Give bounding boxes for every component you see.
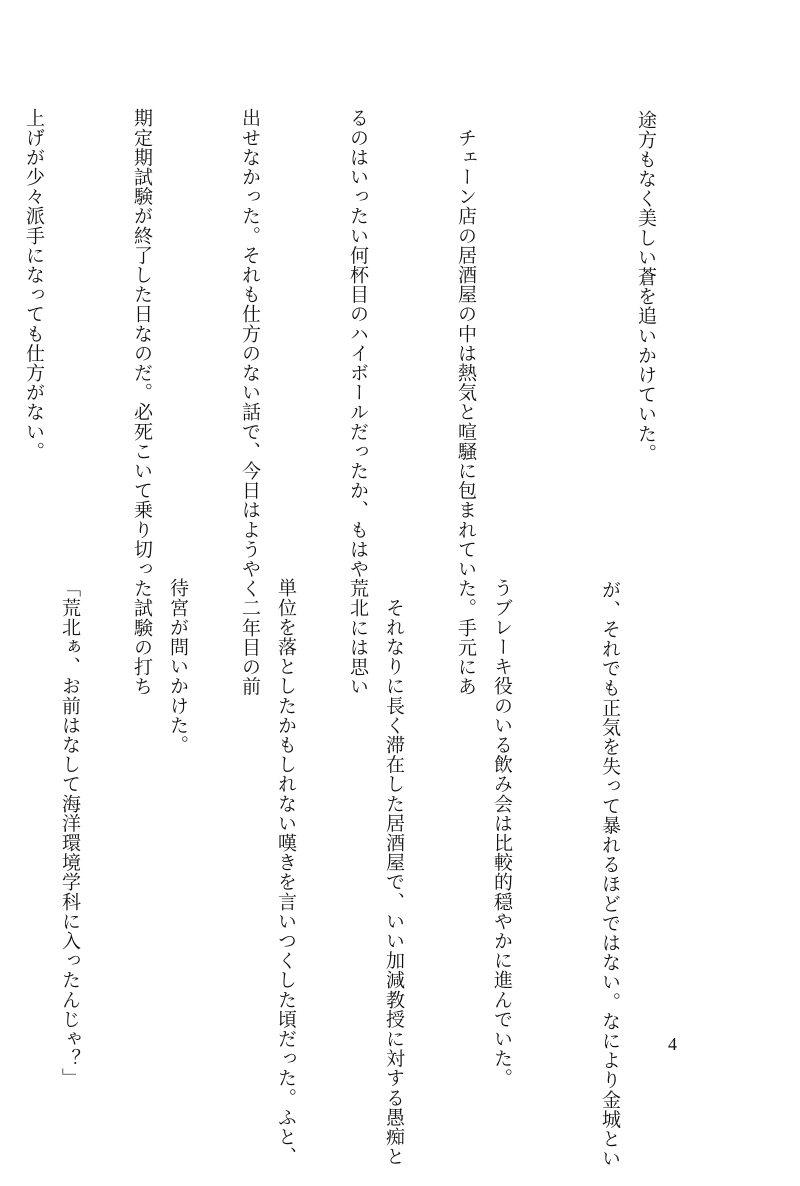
chapter-opening-line: 途方もなく美しい蒼を追いかけていた。 (635, 110, 657, 463)
text-line: 上げが少々派手になっても仕方がない。 (23, 108, 45, 461)
text-line: 単位を落としたかもしれない嘆きを言いつくした頃だった。ふと、 (275, 578, 297, 1166)
text-line: るのはいったい何杯目のハイボールだったか、もはや荒北には思い (347, 108, 369, 696)
dialogue-line: 「荒北ぁ、お前はなして海洋環境学科に入ったんじゃ？」 (59, 578, 81, 1088)
text-line: 待宮が問いかけた。 (167, 578, 189, 755)
text-line: うブレーキ役のいる飲み会は比較的穏やかに進んでいた。 (491, 578, 513, 1088)
text-line: 出せなかった。それも仕方のない話で、今日はようやく二年目の前 (239, 108, 261, 696)
lower-text-block (59, 578, 700, 1168)
page-number: 4 (668, 1034, 677, 1054)
text-line: が、それでも正気を失って暴れるほどではない。なにより金城とい (599, 580, 621, 1168)
text-line: 期定期試験が終了した日なのだ。必死こいて乗り切った試験の打ち (131, 108, 153, 696)
text-line: それなりに長く滞在した居酒屋で、いい加減教授に対する愚痴と (383, 578, 405, 1166)
text-line: チェーン店の居酒屋の中は熱気と喧騒に包まれていた。手元にあ (455, 108, 477, 696)
